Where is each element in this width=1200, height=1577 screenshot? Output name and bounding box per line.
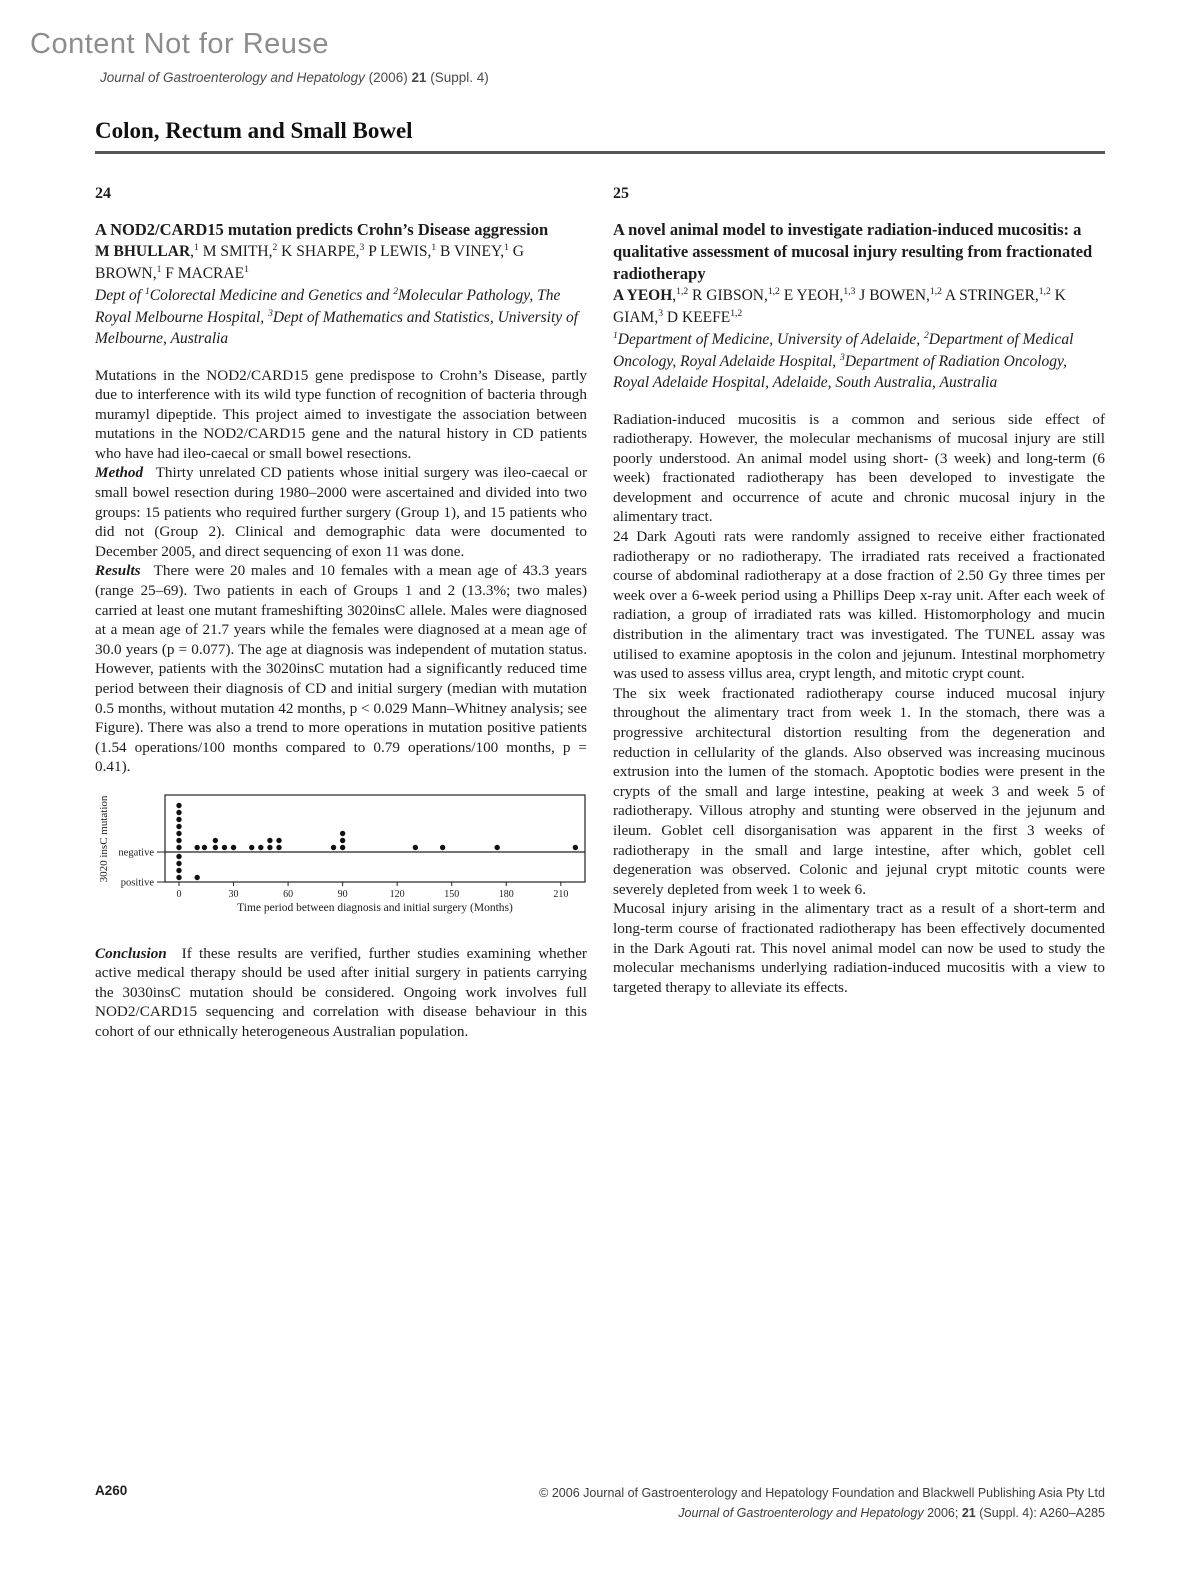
- svg-text:210: 210: [553, 888, 569, 900]
- abstract-25-paragraph-intro: Radiation-induced mucositis is a common and serious side effect of radiotherapy. However, the molecular mechanisms of mucosal injury are still poorly understood. An animal model using short- (3 week) and long-term (6 week) fractionated radiotherapy has been developed to investigate the development and occurrence of acute and chronic mucosal injury in the alimentary tract.: [613, 410, 1105, 526]
- abstract-24-paragraph-results: Results There were 20 males and 10 females with a mean age of 43.3 years (range 25–69). Two patients in each of Groups 1 and 2 (13.3%; two males) carried at least one mutant frameshifting 3020insC allele. Males were diagnosed at a mean age of 21.7 years while the females were diagnosed at a mean age of 30.0 years (p = 0.077). The age at diagnosis was independent of mutation status. However, patients with the 3020insC mutation had a significantly reduced time period between their diagnosis of CD and initial surgery (median with mutation 0.5 months, without mutation 42 months, p < 0.029 Mann–Whitney analysis; see Figure). There was also a trend to more operations in mutation positive patients (1.54 operations/100 months compared to 0.79 operations/100 months, p = 0.41).: [95, 562, 587, 776]
- dot-plot-chart: [95, 789, 587, 924]
- abstract-columns: [95, 185, 1105, 1042]
- svg-text:30: 30: [228, 888, 239, 900]
- abstract-25-number: 25: [613, 185, 629, 202]
- abstract-24-affiliation: Dept of $^1$Colorectal Medicine and Genetics and $^2$Molecular Pathology, The Royal Melbourne Hospital, $^3$Dept of Mathematics and Statistics, University of Melbourne, Australia: [95, 285, 579, 347]
- abstract-25-title: A novel animal model to investigate radiation-induced mucositis: a qualitative assessment of mucosal injury resulting from fractionated radiotherapy: [613, 220, 1093, 283]
- abstract-24-paragraph-intro: Mutations in the NOD2/CARD15 gene predispose to Crohn’s Disease, partly due to interference with its wild type function of recognition of bacteria through muramyl dipeptide. This project aimed to investigate the association between mutations in the NOD2/CARD15 gene and the natural history in CD patients who have had ileo-caecal or small bowel resections.: [95, 366, 587, 462]
- abstract-25-column: [613, 185, 1105, 1042]
- svg-text:Time period between diagnosis: Time period between diagnosis and initial surgery (Months): [237, 901, 513, 914]
- svg-text:60: 60: [283, 888, 294, 900]
- svg-text:120: 120: [389, 888, 405, 900]
- abstract-25-affiliation: $^1$Department of Medicine, University of Adelaide, $^2$Department of Medical Oncology, Royal Adelaide Hospital, $^3$Department of Radiation Oncology, Royal Adelaide Hospital, Adelaide, South Australia, Australia: [613, 329, 1074, 391]
- abstract-25-authors: A YEOH,$^{1,2}$ R GIBSON,$^{1,2}$ E YEOH,$^{1,3}$ J BOWEN,$^{1,2}$ A STRINGER,$^{1,2}$ K GIAM,$^3$ D KEEFE$^{1,2}$: [613, 285, 1066, 326]
- section-heading-block: [95, 118, 1105, 154]
- abstract-24-authors: M BHULLAR,$^1$ M SMITH,$^2$ K SHARPE,$^3$ P LEWIS,$^1$ B VINEY,$^1$ G BROWN,$^1$ F MACRAE$^1$: [95, 241, 524, 282]
- abstract-24-column: [95, 185, 587, 1042]
- svg-text:3020 insC mutation: 3020 insC mutation: [98, 795, 110, 883]
- page-footer: [95, 1483, 1105, 1523]
- figure-dot-plot: [95, 789, 587, 930]
- footer-copyright-block: [539, 1483, 1105, 1523]
- svg-text:90: 90: [337, 888, 348, 900]
- abstract-24-number: 24: [95, 185, 111, 202]
- svg-text:180: 180: [498, 888, 514, 900]
- content-not-for-reuse-watermark: Content Not for Reuse: [30, 28, 330, 60]
- section-title: Colon, Rectum and Small Bowel: [95, 118, 413, 143]
- journal-header-line: Journal of Gastroenterology and Hepatology (2006) 21 (Suppl. 4): [100, 70, 489, 85]
- footer-citation-line: Journal of Gastroenterology and Hepatology 2006; 21 (Suppl. 4): A260–A285: [678, 1506, 1105, 1520]
- footer-copyright-line: © 2006 Journal of Gastroenterology and Hepatology Foundation and Blackwell Publishing Asia Pty Ltd: [539, 1486, 1105, 1500]
- abstract-24-paragraph-conclusion: Conclusion If these results are verified, further studies examining whether active medical therapy should be used after initial surgery in patients carrying the 3030insC mutation should be considered. Ongoing work involves full NOD2/CARD15 sequencing and correlation with disease behaviour in this cohort of our ethnically heterogeneous Australian population.: [95, 944, 587, 1040]
- abstract-25-paragraph-results: The six week fractionated radiotherapy course induced mucosal injury throughout the alimentary tract from week 1. In the stomach, there was a progressive architectural distortion resulting from the degeneration and reduction in cellularity of the glands. Also observed was increasing mucinous extrusion into the lumen of the stomach. Apoptotic bodies were present in the crypts of the small and large intestine, peaking at week 3 and week 5 of radiotherapy. Villous atrophy and stunting were observed in the jejunum and ileum. Goblet cell disorganisation was apparent in the first 3 weeks of radiotherapy in the small and large intestine, after which, goblet cell degeneration was observed. Colonic and jejunal crypt mitotic counts were severely depleted from week 1 to week 6.: [613, 684, 1105, 898]
- svg-text:positive: positive: [120, 877, 154, 889]
- abstract-24-body: [95, 366, 587, 1042]
- page-number: A260: [95, 1483, 128, 1498]
- section-rule: [95, 151, 1105, 154]
- svg-text:negative: negative: [118, 847, 154, 859]
- abstract-25-body: [613, 410, 1105, 998]
- abstract-24-title: A NOD2/CARD15 mutation predicts Crohn’s Disease aggression: [95, 220, 549, 239]
- abstract-25-paragraph-conclusion: Mucosal injury arising in the alimentary tract as a result of a short-term and long-term course of fractionated radiotherapy has been effectively documented in the Dark Agouti rat. This novel animal model can now be used to study the molecular mechanisms underlying radiation-induced mucositis with a view to targeted therapy to alleviate its effects.: [613, 900, 1105, 996]
- svg-text:150: 150: [444, 888, 460, 900]
- svg-text:0: 0: [176, 888, 182, 900]
- abstract-25-paragraph-methods: 24 Dark Agouti rats were randomly assigned to receive either fractionated radiotherapy or no radiotherapy. The irradiated rats received a fractionated course of abdominal radiotherapy at a dose fraction of 2.50 Gy three times per week over a 6-week period using a Phillips Deep x-ray unit. After each week of radiation, a group of irradiated rats was killed. Histomorphology and mucin distribution in the alimentary tract was investigated. The TUNEL assay was utilised to examine apoptosis in the colon and jejunum. Intestinal morphometry was used to assess villus area, crypt length, and mitotic crypt count.: [613, 528, 1105, 683]
- abstract-24-paragraph-method: Method Thirty unrelated CD patients whose initial surgery was ileo-caecal or small bowel resection during 1980–2000 were ascertained and divided into two groups: 15 patients who required further surgery (Group 1), and 15 patients who did not (Group 2). Clinical and demographic data were documented to December 2005, and direct sequencing of exon 11 was done.: [95, 464, 587, 560]
